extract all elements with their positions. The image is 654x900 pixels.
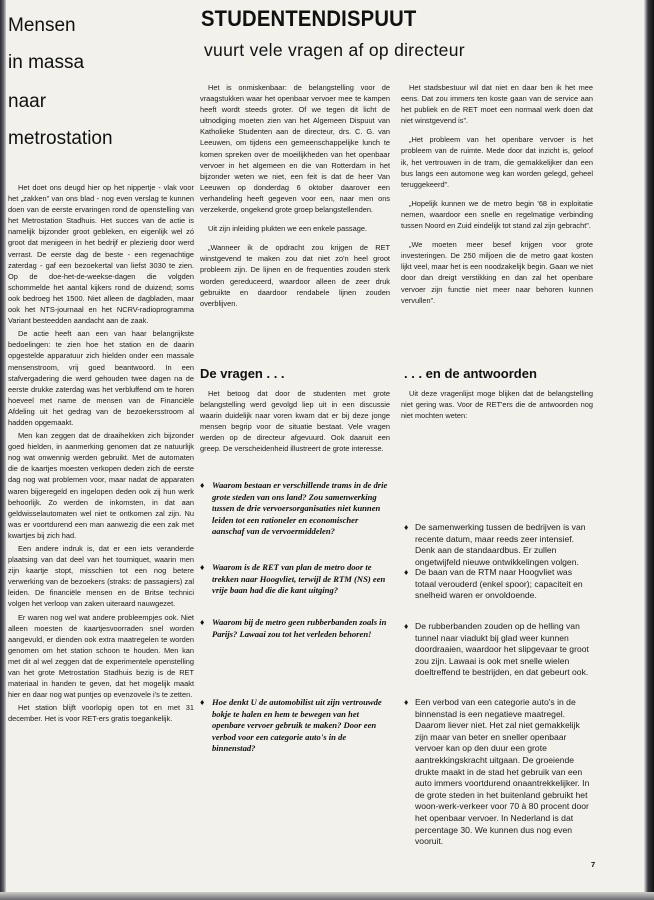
answer-text: Een verbod van een categorie auto's in de binnenstad is een negatieve maatregel. Daarom liever niet. Het zal niet gemakkelijk zijn maar van beter en sneller openbaar vervoer kan op den duur een grote aantrekkingskracht uitgaan. De groeiende drukte maakt in de stad het gebruik van een auto immers voortdurend onaantrekkelijker. In de grote steden in het buitenland gebruikt het woon-werk-verkeer voor 70 à 80 procent door het openbaar vervoer. In Nederland is dat percentage 30. We kunnen dus nog even vooruit.	[415, 697, 590, 847]
diamond-bullet-icon: ♦	[200, 697, 205, 707]
answer-text: De samenwerking tussen de bedrijven is van recente datum, maar reeds zeer intensief. Denk aan de standaardbus. Er zullen ongetwijfeld nieuwe ontwikkelingen volgen.	[415, 522, 586, 567]
left-headline-line-2: in massa	[8, 52, 85, 73]
mid-paragraph: Uit zijn inleiding plukten we een enkele passage.	[208, 224, 367, 234]
mid-paragraph: „Wanneer ik de opdracht zou krijgen de RET winstgevend te maken zou dat niet zo'n heel groot probleem zijn. De lijnen en de frequenties zouden sterk worden gereduceerd, waardoor alleen de zeer druk gebruikte en daardoor rendabele lijnen zouden overblijven.	[200, 243, 390, 308]
left-headline-line-1: Mensen	[8, 15, 76, 36]
right-column	[401, 82, 593, 306]
left-paragraph: De actie heeft aan een van haar belangrijkste bedoelingen: te zien hoe het station en de daarin opgestelde apparatuur zich hielden onder een massale mensenstroom, vrij goed beantwoord. In een stafvergadering die werd gehouden twee dagen na de eerste drukke zaterdag was het verbluffend om te horen hoeveel met name de mensen van de Financiële Afdeling uit het gedrag van de bezoekersstroom al hadden opgemaakt.	[8, 329, 194, 427]
diamond-bullet-icon: ♦	[200, 617, 205, 627]
page-edge-bottom	[0, 892, 654, 900]
diamond-bullet-icon: ♦	[404, 697, 409, 707]
answers-intro-text: Uit deze vragenlijst moge blijken dat de belangstelling niet gering was. Voor de RET'ers die de antwoorden nog niet mochten weten:	[401, 389, 593, 421]
question-item	[200, 697, 390, 755]
article-subtitle: vuurt vele vragen af op directeur	[204, 40, 465, 60]
diamond-bullet-icon: ♦	[200, 562, 205, 572]
diamond-bullet-icon: ♦	[404, 567, 409, 577]
question-text: Hoe denkt U de automobilist uit zijn vertrouwde bokje te halen en hem te bewegen van het openbare vervoer gebruik te maken? Door een verbod voor een categorie auto's in de binnenstad?	[212, 697, 382, 754]
questions-heading: De vragen . . .	[200, 366, 285, 381]
left-paragraph: Men kan zeggen dat de draaihekken zich bijzonder goed hielden, in aanmerking genomen dat ze natuurlijk nog wat onwennig werden gebruikt. Met de automaten die de kaartjes moesten verkopen deden zich de eerste dag nog wat problemen voor, maar nadat de apparaten waren bijgeregeld en ingelopen deden ook zij hun werk behoorlijk. Zo werden de inkomsten, in dat aan geldwisselautomaten wel niet te ontkomen zal zijn. Nu was er voortdurend een man aanwezig die een zak met kwartjes bij zich had.	[8, 431, 194, 540]
right-paragraph: „Hopelijk kunnen we de metro begin '68 in exploitatie nemen, waardoor een snelle en regelmatige verbinding tussen Noord en Zuid eindelijk tot stand zal zijn gebracht”.	[401, 198, 593, 231]
left-paragraph: Een andere indruk is, dat er een iets veranderde plaatsing van dat deel van het tourniquet, waarin men zijn kaartje stopt, misschien tot een nog betere verwerking van de bezoekers (straks: de passagiers) zal leiden. De financiële mensen en de Britse technici volgen het verloop van zaken uiteraard nauwgezet.	[8, 544, 194, 609]
left-paragraph: Er waren nog wel wat andere probleempjes ook. Niet alleen moesten de kaartjesvoorraden snel worden aangevuld, er dienden ook extra maatregelen te worden genomen om het station schoon te houden. Men kan met dit al wel zeggen dat de experimentele openstelling van het grote Metrostation Stadhuis bezig is de RET materiaal in handen te geven, dat het mogelijk maakt hier en daar nog wat puntjes op evenzovele i's te zetten.	[8, 612, 194, 700]
question-text: Waarom is de RET van plan de metro door te trekken naar Hoogvliet, terwijl de RTM (NS) een vrije baan had die die kant uitging?	[212, 562, 386, 596]
questions-intro-text: Het betoog dat door de studenten met grote belangstelling werd gevolgd liep uit in een discussie waarin duidelijk naar voren kwam dat er bij deze jonge mensen begrip voor de situatie bestaat. Vele vragen werden op de directeur afgevuurd. Ook daaruit een greep. De verscheidenheid illustreert de grote interesse.	[200, 389, 390, 454]
left-headline-line-3: naar	[8, 91, 47, 112]
question-item	[200, 562, 390, 597]
left-paragraph: Het doet ons deugd hier op het nippertje - vlak voor het „zakken” van ons blad - nog even verslag te kunnen doen van de eerste ervaringen rond de openstelling van het Metrostation Stadhuis. Het succes van de actie is namelijk bijzonder groot gebleken, en eigenlijk wel zó groot dat menigeen in het bedrijf er plezierig door werd verrast. De eerste dag de beste - een regenachtige zaterdag - gaf een bezoekertal van liefst 3030 te zien. Op de doe-het-de-weekse-dagen die volgden schommelde het aantal kijkers rond de duizend; soms ook bedroeg het 1500. Niet alleen de dagbladen, maar ook het NTS-journaal en het NCRV-radioprogramma Variant besteedden aandacht aan de zaak.	[8, 183, 194, 326]
question-item	[200, 480, 390, 538]
question-text: Waarom bestaan er verschillende trams in de drie grote steden van ons land? Zou samenwerking tussen de drie vervoersorganisaties niet kunnen leiden tot een rationeler en economischer aanschaf van de vervoermiddelen?	[212, 480, 388, 537]
answer-text: De baan van de RTM naar Hoogvliet was totaal verouderd (enkel spoor); capaciteit en snelheid waren er onvoldoende.	[415, 567, 583, 601]
questions-intro	[200, 388, 390, 455]
answer-item	[404, 621, 594, 679]
question-text: Waarom bij de metro geen rubberbanden zoals in Parijs? Lawaai zou tot het verleden behoren!	[212, 617, 387, 639]
answer-item	[404, 522, 594, 568]
question-item	[200, 617, 390, 640]
page-number: 7	[591, 860, 596, 869]
page-edge-right	[644, 0, 654, 900]
article-title: STUDENTENDISPUUT	[201, 6, 417, 31]
answers-intro	[401, 388, 593, 421]
answer-text: De rubberbanden zouden op de helling van tunnel naar viadukt bij glad weer kunnen doordraaien, waardoor het slipgevaar te groot zou zijn. Lawaai is ook met snelle wielen doeltreffend te bestrijden, en dat gebeurt ook.	[415, 621, 589, 678]
right-paragraph: „We moeten meer besef krijgen voor grote investeringen. De 250 miljoen die de metro gaat kosten lijkt veel, maar het is een noodzakelijk begin. Gaan we niet door dan dreigt verstikking en dan zal het openbare vervoer zijn functie niet meer naar behoren kunnen vervullen”.	[401, 240, 593, 305]
middle-column	[200, 82, 390, 309]
left-headline-line-4: metrostation	[8, 128, 113, 149]
left-article-body	[8, 182, 194, 725]
right-paragraph: „Het probleem van het openbare vervoer is het probleem van de ruimte. Mede door dat inzicht is, geloof ik, het vertrouwen in de tram, die gemakkelijker dan een bus langs een automone weg kan worden gelegd, geheel teruggekeerd”.	[401, 135, 593, 189]
answer-item	[404, 567, 594, 602]
diamond-bullet-icon: ♦	[404, 522, 409, 532]
answers-heading: . . . en de antwoorden	[404, 366, 537, 381]
answer-item	[404, 697, 594, 848]
page-edge-left	[0, 0, 6, 900]
left-paragraph: Het station blijft voorlopig open tot en met 31 december. Het is voor RET-ers gratis toegankelijk.	[8, 703, 194, 724]
diamond-bullet-icon: ♦	[404, 621, 409, 631]
mid-paragraph: Het is onmiskenbaar: de belangstelling voor de vraagstukken waar het openbaar vervoer mee te kampen heeft wordt steeds groter. Of we tegen dit licht de uitnodiging moeten zien van het Algemeen Dispuut van Katholieke Studenten aan de directeur, drs. C. G. van Leeuwen, om tijdens een gemeenschappelijke lunch te komen spreken over de moeilijkheden van het openbaar vervoer in het algemeen en die van Rotterdam in het bijzonder weten we niet, een feit is dat de heer Van Leeuwen op donderdag 6 oktober daarover een verhandeling heeft gegeven voor een, naar men ons verzekerde, ongekend grote groep belangstellenden.	[200, 83, 390, 215]
right-paragraph: Het stadsbestuur wil dat niet en daar ben ik het mee eens. Dat zou immers ten koste gaan van de service aan het publiek en de RET moet een normaal werk doen dat niet winstgevend is”.	[401, 83, 593, 126]
diamond-bullet-icon: ♦	[200, 480, 205, 490]
